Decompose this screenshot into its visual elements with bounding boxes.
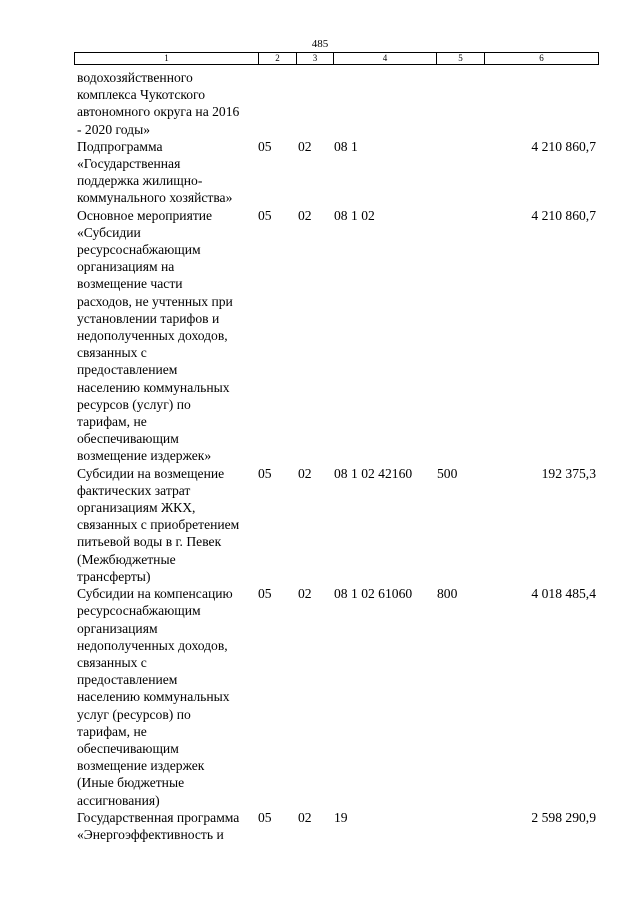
page-number: 485	[311, 38, 329, 50]
row-name: Основное мероприятие «Субсидии ресурсоснабжающим организациям на возмещение части расходов, не учтенных при установлении тарифов и недополученных доходов, связанных с предоставлением населению коммунальных ресурсов (услуг) по тарифам, не обеспечивающим возмещение издержек»	[77, 207, 233, 464]
budget-table-body	[0, 69, 640, 843]
row-target-article: 08 1	[334, 138, 358, 154]
column-header-table	[74, 52, 599, 65]
table-row	[0, 465, 640, 585]
row-target-article: 08 1 02	[334, 207, 375, 223]
row-amount: 192 375,3	[541, 465, 596, 481]
row-section: 05	[258, 809, 272, 825]
column-header-row	[75, 53, 599, 65]
row-name: Государственная программа «Энергоэффективность и	[77, 809, 240, 842]
column-header-6: 6	[485, 53, 599, 65]
row-name: Субсидии на компенсацию ресурсоснабжающим организациям недополученных доходов, связанных с предоставлением населению коммунальных услуг (ресурсов) по тарифам, не обеспечивающим возмещение издержек (Иные бюджетные ассигнования)	[77, 586, 233, 808]
row-subsection: 02	[298, 207, 312, 223]
column-header-3: 3	[297, 53, 334, 65]
row-amount: 2 598 290,9	[531, 809, 596, 825]
row-amount: 4 210 860,7	[531, 207, 596, 223]
row-subsection: 02	[298, 809, 312, 825]
row-subsection: 02	[298, 465, 312, 481]
row-target-article: 19	[334, 809, 348, 825]
table-row	[0, 207, 640, 465]
row-subsection: 02	[298, 586, 312, 602]
row-expense-type: 500	[437, 465, 458, 481]
column-header-4: 4	[334, 53, 437, 65]
row-name: Субсидии на возмещение фактических затрат организациям ЖКХ, связанных с приобретением питьевой воды в г. Певек (Межбюджетные трансферты)	[77, 465, 240, 584]
row-section: 05	[258, 138, 272, 154]
table-row	[0, 809, 640, 843]
table-row	[0, 585, 640, 809]
column-header-2: 2	[259, 53, 297, 65]
row-target-article: 08 1 02 61060	[334, 586, 413, 602]
row-amount: 4 210 860,7	[531, 138, 596, 154]
column-header-1: 1	[75, 53, 259, 65]
row-amount: 4 018 485,4	[531, 586, 596, 602]
row-section: 05	[258, 207, 272, 223]
row-section: 05	[258, 465, 272, 481]
row-subsection: 02	[298, 138, 312, 154]
row-name: Подпрограмма «Государственная поддержка жилищно- коммунального хозяйства»	[77, 138, 233, 206]
table-row	[0, 69, 640, 138]
row-section: 05	[258, 586, 272, 602]
row-target-article: 08 1 02 42160	[334, 465, 413, 481]
table-row	[0, 138, 640, 207]
row-expense-type: 800	[437, 586, 458, 602]
row-name: водохозяйственного комплекса Чукотского автономного округа на 2016 - 2020 годы»	[77, 70, 240, 137]
column-header-5: 5	[437, 53, 485, 65]
